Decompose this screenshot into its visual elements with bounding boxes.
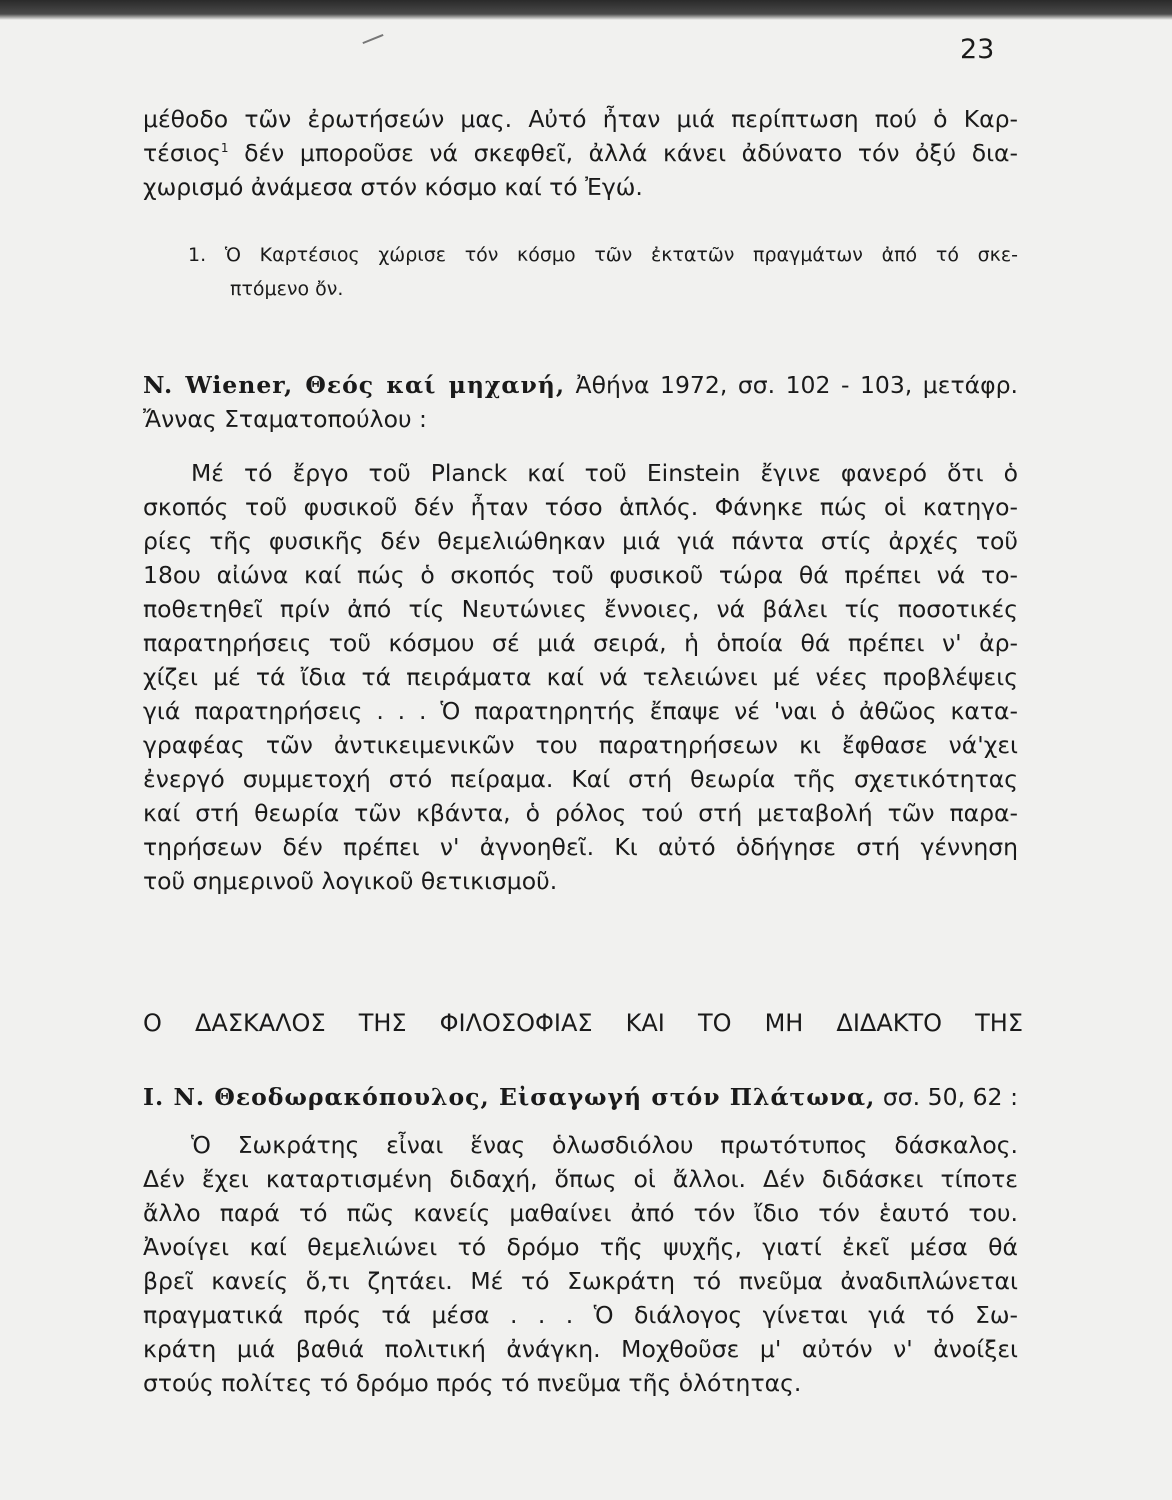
text-line: καί στή θεωρία τῶν κβάντα, ὁ ρόλος τού στή μεταβολή τῶν παρα- [143, 799, 1018, 827]
source-author-title: Ι. Ν. Θεοδωρακόπουλος, Εἰσαγωγή στόν Πλάτωνα, [143, 1083, 876, 1111]
text-line: πραγματικά πρός τά μέσα . . . Ὁ διάλογος γίνεται γιά τό Σω- [143, 1301, 1018, 1329]
source-details: Ἀθήνα 1972, σσ. 102 - 103, μετάφρ. [575, 371, 1018, 399]
scan-top-edge [0, 0, 1172, 20]
text-line: στούς πολίτες τό δρόμο πρός τό πνεῦμα τῆς ὁλότητας. [143, 1369, 802, 1397]
wiener-quote [143, 456, 1018, 898]
text-line: τοῦ σημερινοῦ λογικοῦ θετικισμοῦ. [143, 867, 558, 895]
text-line: Ἀνοίγει καί θεμελιώνει τό δρόμο τῆς ψυχῆς, γιατί ἐκεῖ μέσα θά [143, 1233, 1018, 1261]
footnote-line: 1. Ὁ Καρτέσιος χώρισε τόν κόσμο τῶν ἐκτατῶν πραγμάτων ἀπό τό σκε- [188, 244, 1018, 266]
text-line: Δέν ἔχει καταρτισμένη διδαχή, ὅπως οἱ ἄλλοι. Δέν διδάσκει τίποτε [143, 1165, 1018, 1193]
wiener-source [143, 368, 1018, 436]
section-heading: Ο ΔΑΣΚΑΛΟΣ ΤΗΣ ΦΙΛΟΣΟΦΙΑΣ ΚΑΙ ΤΟ ΜΗ ΔΙΔΑΚΤΟ ΤΗΣ [143, 1009, 1023, 1037]
page-number: 23 [960, 34, 995, 65]
source-translator: Ἄννας Σταματοπούλου : [143, 405, 427, 433]
text-line: τέσιος$^1$ δέν μποροῦσε νά σκεφθεῖ, ἀλλά κάνει ἀδύνατο τόν ὀξύ δια- [143, 139, 1018, 167]
footnote-marker: 1 [220, 141, 229, 156]
text-line: ἐνεργό συμμετοχή στό πείραμα. Καί στή θεωρία τῆς σχετικότητας [143, 765, 1018, 793]
text-line: Ὁ Σωκράτης εἶναι ἕνας ὁλωσδιόλου πρωτότυπος δάσκαλος. [191, 1131, 1018, 1159]
text-line: κράτη μιά βαθιά πολιτική ἀνάγκη. Μοχθοῦσε μ' αὐτόν ν' ἀνοίξει [143, 1335, 1018, 1363]
footnote [188, 238, 1018, 306]
text-line: χωρισμό ἀνάμεσα στόν κόσμο καί τό Ἐγώ. [143, 173, 643, 201]
source-line [143, 1080, 1018, 1114]
text-line: ρίες τῆς φυσικῆς δέν θεμελιώθηκαν μιά γιά πάντα στίς ἀρχές τοῦ [143, 527, 1018, 555]
text-line: ἄλλο παρά τό πῶς κανείς μαθαίνει ἀπό τόν ἴδιο τόν ἑαυτό του. [143, 1199, 1018, 1227]
footnote-line: πτόμενο ὄν. [230, 278, 344, 300]
text-line: μέθοδο τῶν ἐρωτήσεών μας. Αὐτό ἦταν μιά περίπτωση πού ὁ Καρ- [143, 105, 1018, 133]
text-line: Μέ τό ἔργο τοῦ Planck καί τοῦ Einstein ἔγινε φανερό ὅτι ὁ [191, 459, 1018, 487]
text-line: ποθετηθεῖ πρίν ἀπό τίς Νευτώνιες ἔννοιες, νά βάλει τίς ποσοτικές [143, 595, 1018, 623]
pen-mark [362, 34, 383, 44]
text-line: τηρήσεων δέν πρέπει ν' ἀγνοηθεῖ. Κι αὐτό ὁδήγησε στή γέννηση [143, 833, 1018, 861]
intro-paragraph [143, 102, 1018, 204]
text-line: χίζει μέ τά ἴδια τά πειράματα καί νά τελειώνει μέ νέες προβλέψεις [143, 663, 1018, 691]
text-line: γιά παρατηρήσεις . . . Ὁ παρατηρητής ἔπαψε νέ 'ναι ὁ ἀθῶος κατα- [143, 697, 1018, 725]
theodorakopoulos-source [143, 1080, 1018, 1114]
text-line: βρεῖ κανείς ὅ,τι ζητάει. Μέ τό Σωκράτη τό πνεῦμα ἀναδιπλώνεται [143, 1267, 1018, 1295]
source-details: σσ. 50, 62 : [882, 1083, 1018, 1111]
text-line: γραφέας τῶν ἀντικειμενικῶν του παρατηρήσεων κι ἔφθασε νά'χει [143, 731, 1018, 759]
text-line: 18ου αἰώνα καί πώς ὁ σκοπός τοῦ φυσικοῦ τώρα θά πρέπει νά το- [143, 561, 1018, 589]
source-author-title: N. Wiener, Θεός καί μηχανή, [143, 371, 566, 399]
text-line: παρατηρήσεις τοῦ κόσμου σέ μιά σειρά, ἡ ὁποία θά πρέπει ν' ἀρ- [143, 629, 1018, 657]
theodorakopoulos-quote [143, 1128, 1018, 1400]
text-line: σκοπός τοῦ φυσικοῦ δέν ἦταν τόσο ἁπλός. Φάνηκε πώς οἱ κατηγο- [143, 493, 1018, 521]
source-line [143, 368, 1018, 402]
